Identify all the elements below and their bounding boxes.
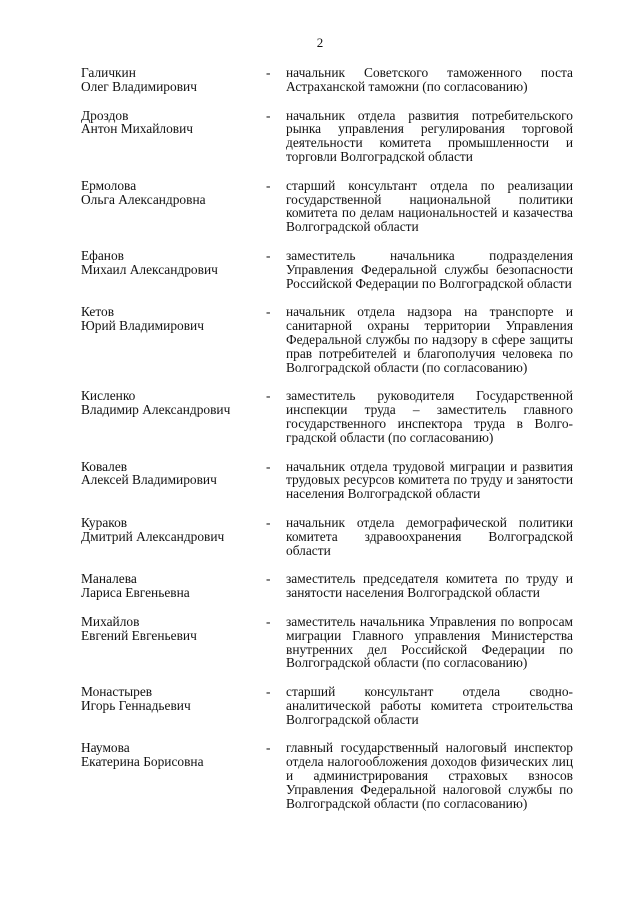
member-given-names: Ольга Александровна: [81, 191, 206, 207]
member-position: начальник отдела демографической политики комитета здравоохранения Волгоградской области: [286, 514, 573, 558]
member-surname: Галичкин: [81, 65, 136, 80]
member-name: [81, 615, 261, 643]
separator-dash: -: [266, 65, 271, 80]
member-name: [81, 179, 261, 207]
member-list: [0, 66, 640, 825]
member-name: [81, 741, 261, 769]
member-given-names: Олег Владимирович: [81, 78, 197, 94]
member-given-names: Юрий Владимирович: [81, 318, 204, 334]
member-surname: Монастырев: [81, 684, 153, 700]
member-name: [81, 66, 261, 94]
member-position: начальник отдела надзора на транспорте и санитарной охраны территории Управления Федеральной службы по надзору в сфере защиты прав потребителей и благополучия человека по Волгоградской области (по согласованию): [286, 304, 573, 375]
member-given-names: Игорь Геннадьевич: [81, 697, 191, 713]
separator-dash: -: [266, 247, 271, 263]
list-item: [0, 741, 640, 810]
member-surname: Кураков: [81, 514, 128, 530]
member-position: начальник Советского таможенного поста Астраханской таможни (по согласованию): [286, 65, 573, 94]
member-position: старший консультант отдела сводно-аналитической работы комитета строительства Волгоградской области: [286, 684, 573, 727]
list-item: [0, 572, 640, 600]
member-surname: Кисленко: [81, 388, 136, 404]
member-surname: Михайлов: [81, 613, 140, 629]
member-surname: Наумова: [81, 740, 130, 756]
page-number: 2: [316, 35, 324, 50]
member-position: заместитель начальника подразделения Управления Федеральной службы безопасности Российской Федерации по Волгоградской области: [286, 247, 573, 291]
member-name: [81, 249, 261, 277]
list-item: [0, 615, 640, 670]
separator-dash: -: [266, 684, 271, 700]
member-name: [81, 572, 261, 600]
member-name: [81, 389, 261, 417]
member-given-names: Евгений Евгеньевич: [81, 627, 197, 643]
list-item: [0, 109, 640, 164]
member-position: заместитель начальника Управления по вопросам миграции Главного управления Министерства внутренних дел Российской Федерации по Волгоградской области (по согласованию): [286, 613, 573, 671]
member-given-names: Екатерина Борисовна: [81, 754, 204, 770]
member-given-names: Алексей Владимирович: [81, 472, 217, 488]
separator-dash: -: [266, 571, 271, 587]
list-item: [0, 66, 640, 94]
member-given-names: Лариса Евгеньевна: [81, 585, 190, 601]
member-given-names: Владимир Александрович: [81, 402, 231, 418]
member-name: [81, 109, 261, 137]
separator-dash: -: [266, 304, 271, 320]
member-name: [81, 516, 261, 544]
list-item: [0, 460, 640, 501]
member-given-names: Дмитрий Александрович: [81, 528, 225, 544]
member-position: главный государственный налоговый инспектор отдела налогообложения доходов физических лиц и администрирования страховых взносов Управления Федеральной налоговой службы по Волгоградской области (по согласованию): [286, 740, 573, 811]
separator-dash: -: [266, 177, 271, 193]
member-position: начальник отдела развития потребительского рынка управления регулирования торговой деятельности комитета промышленности и торговли Волгоградской области: [286, 107, 573, 164]
member-position: начальник отдела трудовой миграции и развития трудовых ресурсов комитета по труду и занятости населения Волгоградской области: [286, 458, 573, 502]
member-surname: Маналева: [81, 571, 137, 587]
member-position: старший консультант отдела по реализации государственной национальной политики комитета по делам национальностей и казачества Волгоградской области: [286, 177, 573, 235]
list-item: [0, 179, 640, 234]
list-item: [0, 685, 640, 726]
list-item: [0, 305, 640, 374]
member-given-names: Антон Михайлович: [81, 121, 194, 137]
member-position: заместитель председателя комитета по труду и занятости населения Волгоградской области: [286, 571, 573, 601]
separator-dash: -: [266, 740, 271, 756]
member-surname: Ефанов: [81, 247, 124, 263]
member-position: заместитель руководителя Государственной инспекции труда – заместитель главного государственного инспектора труда в Волгоградской области (по согласованию): [286, 388, 573, 445]
separator-dash: -: [266, 107, 271, 123]
member-surname: Ермолова: [81, 177, 137, 193]
separator-dash: -: [266, 458, 271, 474]
member-given-names: Михаил Александрович: [81, 261, 218, 277]
separator-dash: -: [266, 514, 271, 530]
separator-dash: -: [266, 388, 271, 404]
member-surname: Кетов: [81, 304, 115, 320]
list-item: [0, 249, 640, 290]
member-name: [81, 305, 261, 333]
member-name: [81, 685, 261, 713]
list-item: [0, 516, 640, 557]
member-name: [81, 460, 261, 488]
member-surname: Дроздов: [81, 107, 129, 123]
member-surname: Ковалев: [81, 458, 128, 474]
list-item: [0, 389, 640, 444]
separator-dash: -: [266, 613, 271, 629]
